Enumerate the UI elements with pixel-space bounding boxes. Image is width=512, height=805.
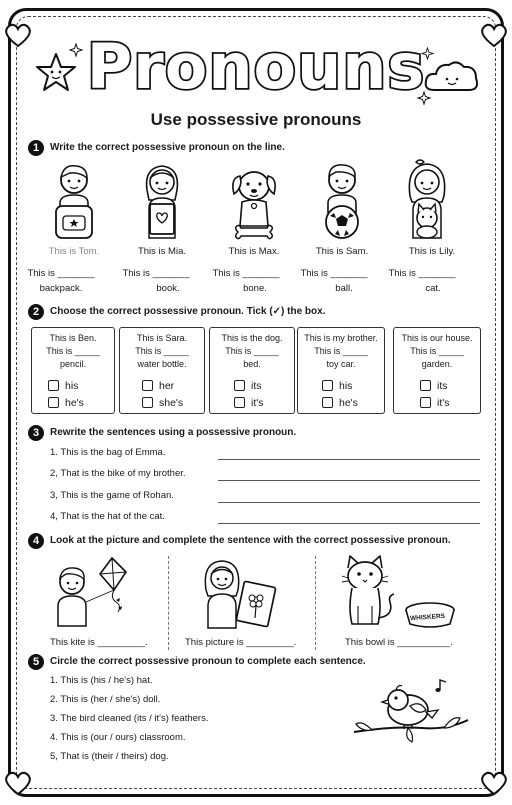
circle-sentence[interactable]: 1. This is (his / he's) hat. (50, 675, 153, 686)
box-line: This is _____ (46, 346, 100, 356)
caption-tom: This is Tom. (48, 246, 100, 257)
option-checkbox[interactable]: his (322, 380, 352, 392)
girl-with-cat-icon (402, 156, 452, 242)
section-number: 2 (28, 304, 44, 320)
answer-line[interactable] (218, 480, 480, 481)
option-checkbox[interactable]: its (420, 380, 448, 392)
box-line: This is _____ (410, 346, 464, 356)
dog-with-bone-icon (226, 160, 282, 242)
heart-icon (4, 770, 32, 796)
section-number: 3 (28, 425, 44, 441)
option-checkbox[interactable]: it's (420, 397, 450, 409)
circle-sentence[interactable]: 5, That is (their / theirs) dog. (50, 751, 169, 762)
boy-with-ball-icon (318, 160, 366, 242)
choice-box (31, 327, 115, 414)
caption-sam: This is Sam. (315, 246, 369, 257)
sentence-end: book. (156, 283, 180, 294)
divider (168, 556, 169, 650)
answer-line[interactable] (218, 459, 480, 460)
bird-on-branch-icon (352, 680, 472, 750)
answer-line[interactable] (218, 523, 480, 524)
circle-sentence[interactable]: 3. The bird cleaned (its / it's) feathers. (50, 713, 209, 724)
option-checkbox[interactable]: he's (48, 397, 84, 409)
fill-in-line[interactable]: This is _______ (122, 268, 190, 279)
rewrite-sentence: 4, That is the hat of the cat. (50, 511, 165, 522)
sentence-end: ball. (335, 283, 353, 294)
kite-sentence[interactable]: This kite is _________. (50, 637, 148, 648)
rewrite-sentence: 2, That is the bike of my brother. (50, 468, 186, 479)
page-subtitle: Use possessive pronouns (150, 110, 362, 129)
section-instruction: Circle the correct possessive pronoun to complete each sentence. (50, 656, 366, 667)
boy-with-backpack-icon (50, 160, 98, 242)
box-line: pencil. (59, 359, 86, 369)
box-line: This is the dog. (221, 333, 283, 343)
box-line: This is _____ (135, 346, 189, 356)
box-line: garden. (421, 359, 453, 369)
page-title: Pronouns (86, 30, 426, 103)
box-line: This is Sara. (136, 333, 187, 343)
circle-sentence[interactable]: 4. This is (our / ours) classroom. (50, 732, 186, 743)
section-number: 4 (28, 533, 44, 549)
choice-box (393, 327, 481, 414)
bowl-label: WHISKERS (409, 612, 446, 623)
girl-with-book-icon (138, 160, 186, 242)
circle-sentence[interactable]: 2. This is (her / she's) doll. (50, 694, 161, 705)
box-line: water bottle. (137, 359, 187, 369)
option-checkbox[interactable]: its (234, 380, 262, 392)
picture-sentence[interactable]: This picture is _________. (185, 637, 297, 648)
box-line: This is _____ (314, 346, 368, 356)
sentence-end: cat. (425, 283, 441, 294)
fill-in-line[interactable]: This is _______ (388, 268, 456, 279)
section-instruction: Choose the correct possessive pronoun. Tick (✓) the box. (50, 306, 326, 317)
fill-in-line[interactable]: This is _______ (27, 268, 95, 279)
section-instruction: Rewrite the sentences using a possessive pronoun. (50, 427, 297, 438)
fill-in-line[interactable]: This is _______ (212, 268, 280, 279)
caption-max: This is Max. (228, 246, 280, 257)
rewrite-sentence: 3, This is the game of Rohan. (50, 490, 174, 501)
heart-icon (480, 770, 508, 796)
box-line: This is _____ (225, 346, 279, 356)
answer-line[interactable] (218, 502, 480, 503)
box-line: bed. (243, 359, 261, 369)
rewrite-sentence: 1. This is the bag of Emma. (50, 447, 166, 458)
choice-box (297, 327, 385, 414)
section-instruction: Write the correct possessive pronoun on the line. (50, 142, 285, 153)
section-number: 5 (28, 654, 44, 670)
option-checkbox[interactable]: his (48, 380, 78, 392)
box-line: toy car. (326, 359, 356, 369)
sentence-end: bone. (243, 283, 267, 294)
option-checkbox[interactable]: he's (322, 397, 358, 409)
caption-mia: This is Mia. (137, 246, 187, 257)
box-line: This is my brother. (304, 333, 378, 343)
box-line: This is our house. (401, 333, 473, 343)
fill-in-line[interactable]: This is _______ (300, 268, 368, 279)
section-instruction: Look at the picture and complete the sentence with the correct possessive pronoun. (50, 535, 451, 546)
option-checkbox[interactable]: it's (234, 397, 264, 409)
box-line: This is Ben. (49, 333, 97, 343)
option-checkbox[interactable]: she's (142, 397, 183, 409)
girl-with-picture-icon (200, 556, 280, 630)
choice-box (209, 327, 295, 414)
sentence-end: backpack. (39, 283, 83, 294)
boy-with-kite-icon (50, 556, 140, 628)
section-number: 1 (28, 140, 44, 156)
choice-box (119, 327, 205, 414)
caption-lily: This is Lily. (408, 246, 456, 257)
bowl-sentence[interactable]: This bowl is __________. (345, 637, 453, 648)
divider (315, 556, 316, 650)
option-checkbox[interactable]: her (142, 380, 174, 392)
